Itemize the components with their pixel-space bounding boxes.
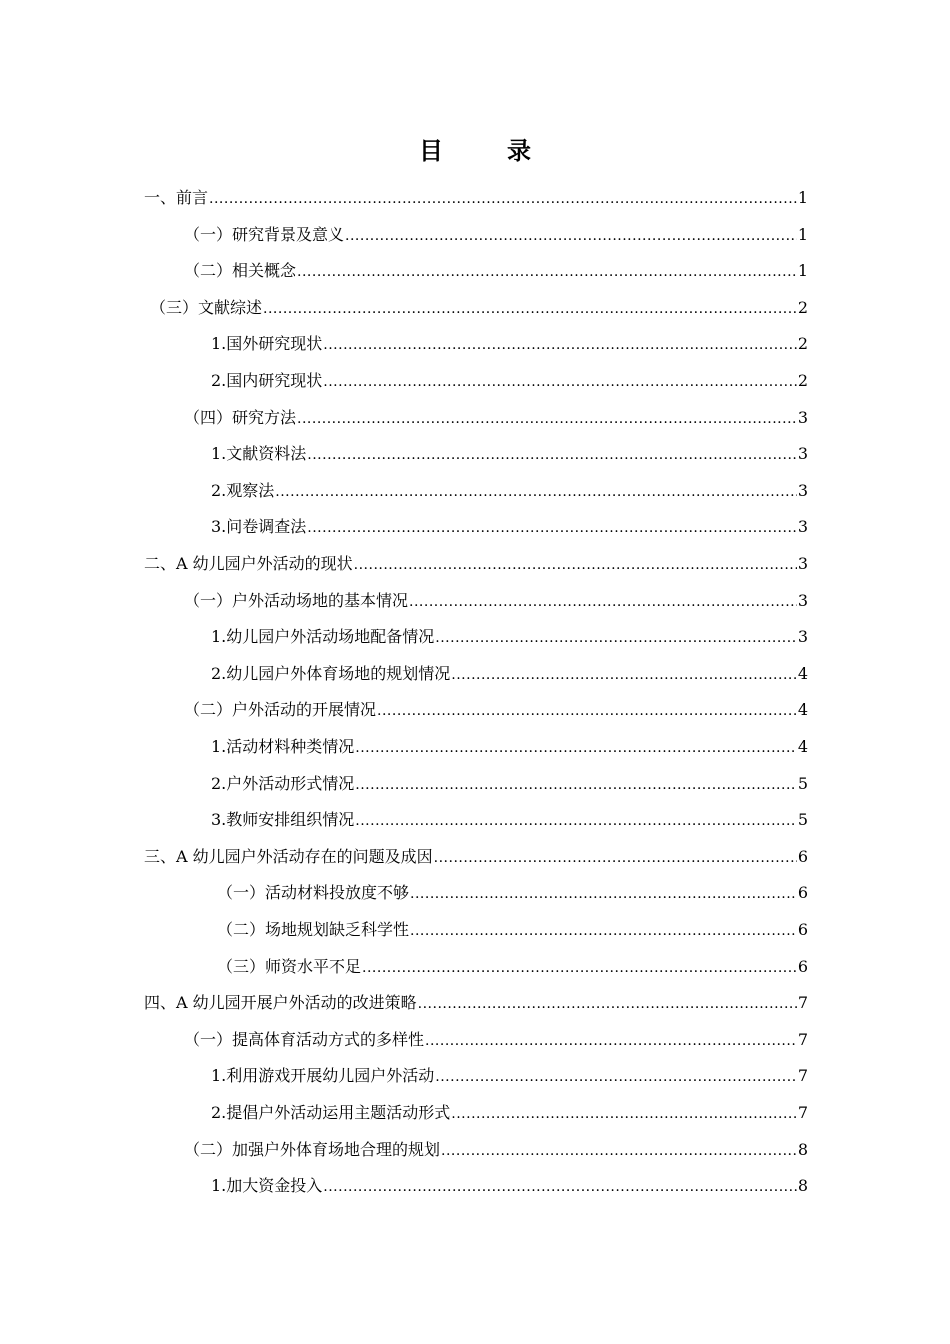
toc-dot-leader [323,1173,797,1201]
toc-entry-label: （一）户外活动场地的基本情况 [184,590,409,610]
toc-entry[interactable] [211,1062,808,1090]
toc-entry-label: 1.加大资金投入 [211,1176,323,1196]
toc-dot-leader [355,807,797,835]
toc-entry-page-number: 7 [797,1066,808,1086]
toc-dot-leader [297,405,797,433]
toc-entry[interactable] [211,770,808,798]
toc-entry-label: 2.幼儿园户外体育场地的规划情况 [211,663,451,683]
toc-dot-leader [355,771,797,799]
toc-entry-page-number: 6 [797,956,808,976]
toc-dot-leader [307,441,797,469]
toc-entry[interactable] [211,1099,808,1127]
toc-entry-page-number: 5 [797,810,808,830]
toc-entry-label: 3.教师安排组织情况 [211,810,355,830]
toc-entry[interactable] [184,257,808,285]
toc-entry-label: 2.国内研究现状 [211,371,323,390]
toc-entry[interactable] [144,989,808,1017]
toc-entry[interactable] [211,440,808,468]
toc-entry-label: 1.文献资料法 [211,444,307,464]
toc-entry-label: 四、A 幼儿园开展户外活动的改进策略 [144,993,417,1013]
toc-entry-page-number: 3 [797,480,808,500]
toc-entry-page-number: 2 [797,297,808,317]
toc-entry-page-number: 3 [797,517,808,537]
toc-entry[interactable] [150,294,808,322]
toc-entry[interactable] [184,404,808,432]
toc-entry-page-number: 3 [797,627,808,647]
toc-entry-page-number: 6 [797,846,808,866]
toc-dot-leader [323,331,797,359]
toc-dot-leader [209,185,797,213]
toc-entry-label: （二）场地规划缺乏科学性 [217,920,410,939]
toc-entry[interactable] [211,477,808,505]
toc-entry-label: 三、A 幼儿园户外活动存在的问题及成因 [144,846,433,866]
toc-entry[interactable] [211,733,808,761]
toc-entry[interactable] [217,916,808,944]
toc-entry[interactable] [184,696,808,724]
toc-entry[interactable] [211,513,808,541]
toc-entry-label: 二、A 幼儿园户外活动的现状 [144,554,353,573]
toc-dot-leader [451,1100,797,1128]
toc-entry-label: （一）研究背景及意义 [184,224,345,244]
toc-dot-leader [409,588,797,616]
toc-entry-label: 2.户外活动形式情况 [211,773,355,793]
toc-dot-leader [418,990,797,1018]
toc-entry-label: 3.问卷调查法 [211,517,307,537]
toc-dot-leader [410,880,797,908]
toc-entry-label: 2.提倡户外活动运用主题活动形式 [211,1103,451,1122]
toc-entry-page-number: 3 [797,590,808,610]
toc-entry[interactable] [217,953,808,981]
toc-entry-label: （四）研究方法 [184,407,297,427]
toc-entry[interactable] [184,587,808,615]
toc-entry-label: 1.幼儿园户外活动场地配备情况 [211,627,435,647]
toc-entry-page-number: 2 [797,371,808,390]
toc-entry-page-number: 4 [797,663,808,683]
toc-dot-leader [323,368,797,396]
toc-dot-leader [451,661,797,689]
toc-entry-page-number: 3 [797,554,808,573]
toc-entry-label: （一）提高体育活动方式的多样性 [184,1029,425,1049]
toc-entry-label: （二）户外活动的开展情况 [184,700,377,720]
toc-entry-page-number: 7 [797,1029,808,1049]
toc-entry-page-number: 6 [797,883,808,903]
toc-entry-label: 2.观察法 [211,480,275,500]
toc-dot-leader [355,734,797,762]
toc-dot-leader [362,954,797,982]
toc-dot-leader [275,478,797,506]
toc-entry-page-number: 5 [797,773,808,793]
toc-dot-leader [263,295,797,323]
toc-entry-page-number: 1 [797,261,808,281]
toc-entry-label: （一）活动材料投放度不够 [217,883,410,903]
toc-entry-label: 1.国外研究现状 [211,334,323,354]
toc-entry-page-number: 6 [797,920,808,939]
toc-entry-label: 1.活动材料种类情况 [211,737,355,756]
toc-entry-label: （三）文献综述 [150,297,263,317]
toc-dot-leader [345,222,797,250]
toc-entry[interactable] [144,184,808,212]
toc-entry-page-number: 7 [797,993,808,1013]
toc-entry[interactable] [217,879,808,907]
toc-entry-page-number: 8 [797,1176,808,1196]
toc-entry-label: 一、前言 [144,188,209,207]
toc-dot-leader [377,697,797,725]
toc-entry-page-number: 1 [797,188,808,207]
toc-entry-label: 1.利用游戏开展幼儿园户外活动 [211,1066,435,1086]
toc-dot-leader [307,514,797,542]
toc-entry[interactable] [211,330,808,358]
toc-entry-page-number: 2 [797,334,808,354]
toc-entry[interactable] [184,1136,808,1164]
toc-dot-leader [441,1137,797,1165]
toc-entry[interactable] [211,1172,808,1200]
toc-dot-leader [297,258,797,286]
toc-entry-page-number: 8 [797,1139,808,1159]
toc-entry[interactable] [211,367,808,395]
toc-dot-leader [425,1027,797,1055]
toc-entry-label: （三）师资水平不足 [217,956,362,976]
toc-entry-page-number: 3 [797,407,808,427]
toc-dot-leader [434,844,797,872]
toc-dot-leader [354,551,797,579]
toc-entry-label: （二）加强户外体育场地合理的规划 [184,1139,441,1159]
toc-entry-page-number: 4 [797,737,808,756]
toc-entry[interactable] [144,843,808,871]
toc-title: 目 录 [419,136,551,165]
toc-entry-label: （二）相关概念 [184,261,297,281]
toc-entry[interactable] [184,1026,808,1054]
toc-entry-page-number: 3 [797,444,808,464]
toc-entry[interactable] [184,221,808,249]
toc-entry[interactable] [211,660,808,688]
toc-entry-page-number: 1 [797,224,808,244]
toc-entry-page-number: 7 [797,1103,808,1122]
toc-entry[interactable] [211,806,808,834]
toc-dot-leader [435,1063,797,1091]
toc-dot-leader [410,917,797,945]
toc-entry[interactable] [211,623,808,651]
toc-dot-leader [435,624,797,652]
toc-entry[interactable] [144,550,808,578]
toc-entry-page-number: 4 [797,700,808,720]
